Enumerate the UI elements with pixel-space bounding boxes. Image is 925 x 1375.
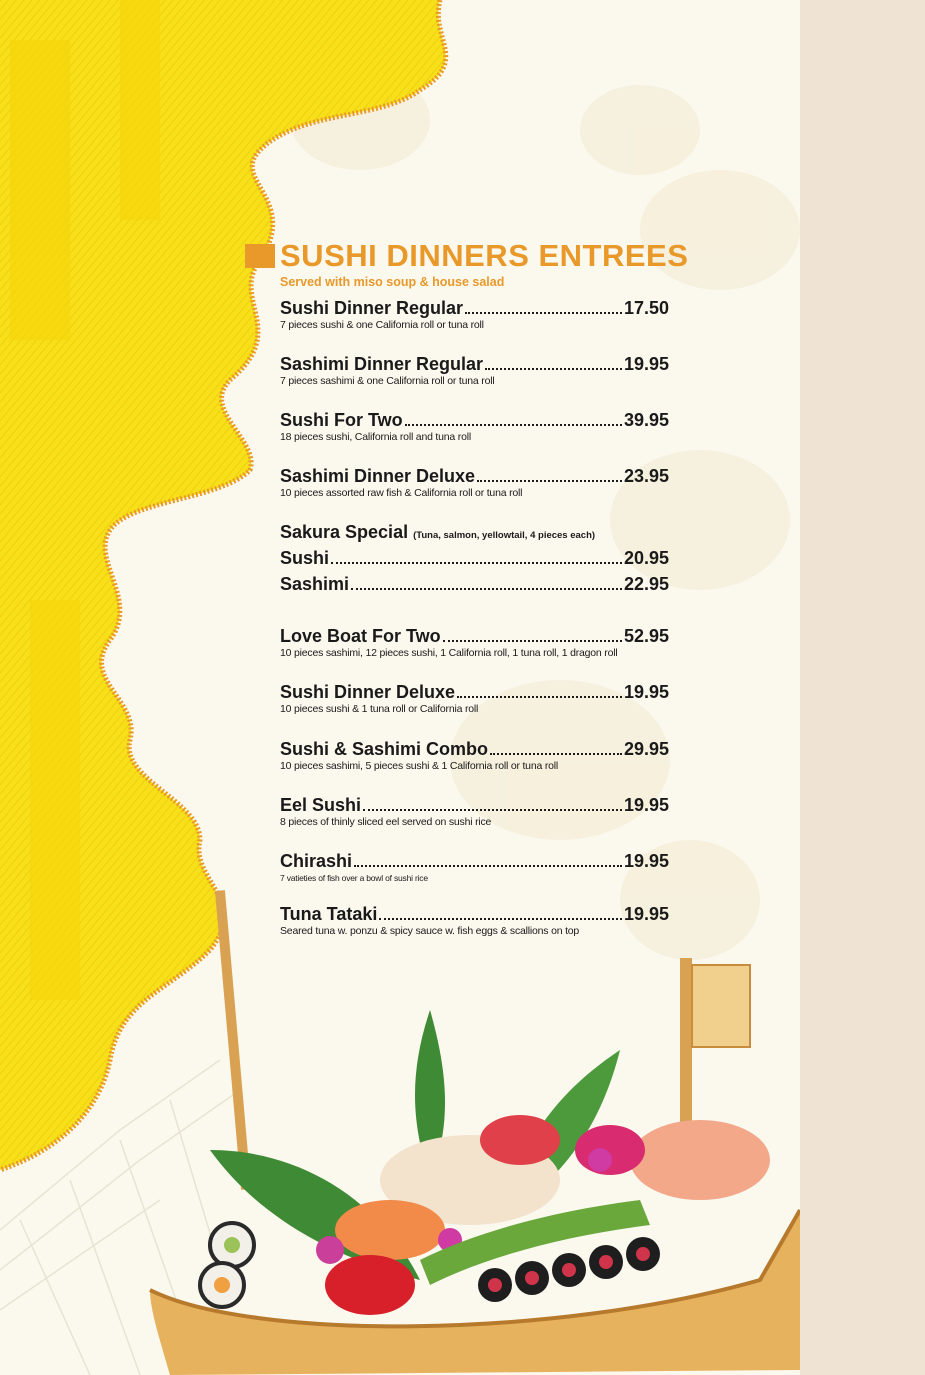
item-price: 29.95 — [623, 739, 669, 759]
section-title: SUSHI DINNERS ENTREES — [280, 238, 689, 273]
item-price: 19.95 — [623, 904, 669, 924]
section-subtitle: Served with miso soup & house salad — [280, 275, 505, 289]
item-description: 8 pieces of thinly sliced eel served on sushi rice — [280, 816, 492, 828]
item-description: 10 pieces sushi & 1 tuna roll or California roll — [280, 703, 479, 715]
item-description: 18 pieces sushi, California roll and tuna roll — [280, 431, 471, 443]
dot-leader — [485, 368, 622, 370]
item-description: Seared tuna w. ponzu & spicy sauce w. fish eggs & scallions on top — [280, 925, 580, 937]
item-name: Sashimi Dinner Deluxe — [280, 466, 476, 486]
dot-leader — [443, 640, 622, 642]
option-price: 22.95 — [623, 574, 669, 594]
item-name: Tuna Tataki — [280, 904, 378, 924]
item-price: 19.95 — [623, 795, 669, 815]
sushi-boat-illustration — [0, 880, 800, 1375]
special-option — [280, 547, 669, 569]
item-name: Sushi Dinner Deluxe — [280, 682, 456, 702]
item-name: Sushi Dinner Regular — [280, 298, 464, 318]
item-price: 39.95 — [623, 410, 669, 430]
menu-item — [280, 850, 669, 884]
menu-item — [280, 681, 669, 715]
menu-item — [280, 465, 669, 499]
item-description: 10 pieces assorted raw fish & California roll or tuna roll — [280, 487, 523, 499]
item-name: Sashimi Dinner Regular — [280, 354, 484, 374]
special-option — [280, 573, 669, 595]
special-note: (Tuna, salmon, yellowtail, 4 pieces each) — [413, 530, 596, 541]
item-description: 7 pieces sushi & one California roll or tuna roll — [280, 319, 484, 331]
item-price: 19.95 — [623, 682, 669, 702]
item-name: Love Boat For Two — [280, 626, 441, 646]
dot-leader — [457, 696, 622, 698]
menu-item — [280, 409, 669, 443]
dot-leader — [490, 753, 622, 755]
option-name: Sashimi — [280, 574, 350, 594]
item-description: 10 pieces sashimi, 5 pieces sushi & 1 California roll or tuna roll — [280, 760, 559, 772]
dot-leader — [331, 562, 622, 564]
dot-leader — [477, 480, 622, 482]
item-name: Sushi & Sashimi Combo — [280, 739, 489, 759]
item-name: Eel Sushi — [280, 795, 362, 815]
special-item — [280, 521, 669, 547]
item-description: 7 pieces sashimi & one California roll or tuna roll — [280, 375, 495, 387]
menu-item — [280, 738, 669, 772]
right-edge-strip — [800, 0, 925, 1375]
menu-item — [280, 353, 669, 387]
dot-leader — [363, 809, 622, 811]
item-name: Chirashi — [280, 851, 353, 871]
item-description: 10 pieces sashimi, 12 pieces sushi, 1 California roll, 1 tuna roll, 1 dragon roll — [280, 647, 618, 659]
section-marker-square — [245, 244, 275, 268]
menu-item — [280, 625, 669, 659]
dot-leader — [465, 312, 622, 314]
item-description: 7 vatieties of fish over a bowl of sushi rice — [280, 873, 428, 883]
item-price: 19.95 — [623, 354, 669, 374]
special-name: Sakura Special — [280, 522, 409, 542]
dot-leader — [405, 424, 622, 426]
dot-leader — [354, 865, 622, 867]
menu-item — [280, 794, 669, 828]
item-price: 19.95 — [623, 851, 669, 871]
dot-leader — [351, 588, 622, 590]
option-price: 20.95 — [623, 548, 669, 568]
item-price: 52.95 — [623, 626, 669, 646]
item-price: 17.50 — [623, 298, 669, 318]
menu-item — [280, 297, 669, 331]
item-price: 23.95 — [623, 466, 669, 486]
item-name: Sushi For Two — [280, 410, 403, 430]
option-name: Sushi — [280, 548, 330, 568]
